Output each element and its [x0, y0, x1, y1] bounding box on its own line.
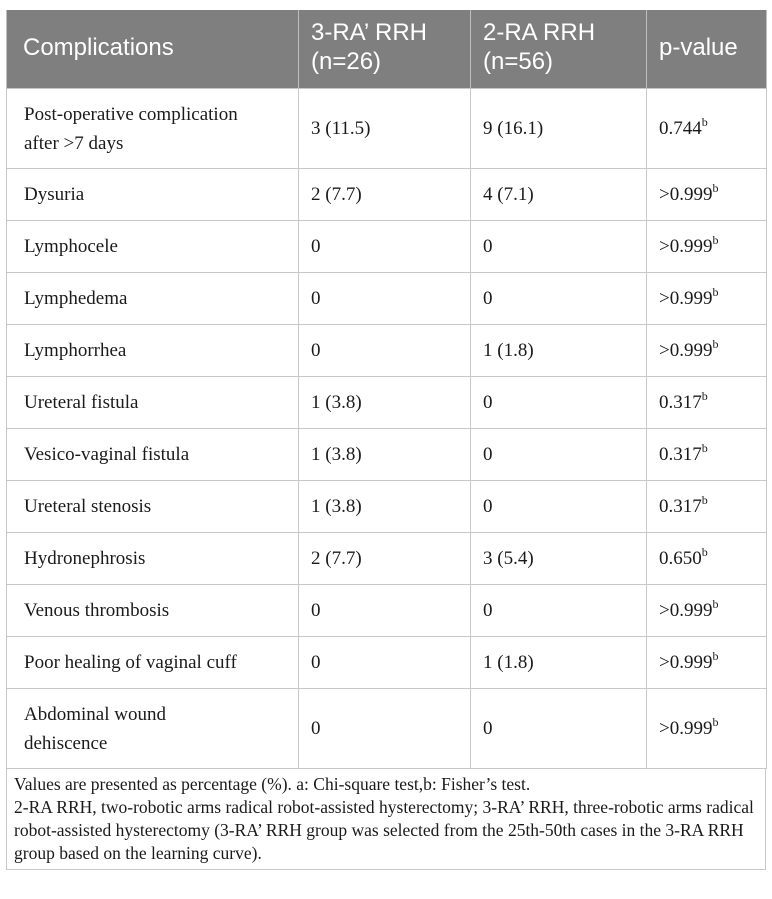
value-3ra: 0	[299, 221, 471, 273]
p-value: 0.744$^b$	[647, 89, 767, 169]
table-footnotes	[6, 769, 766, 870]
value-3ra: 1 (3.8)	[299, 377, 471, 429]
value-2ra: 1 (1.8)	[471, 325, 647, 377]
value-3ra: 2 (7.7)	[299, 169, 471, 221]
p-value: 0.317$^b$	[647, 481, 767, 533]
p-value: >0.999$^b$	[647, 169, 767, 221]
complication-name: Hydronephrosis	[7, 533, 299, 585]
value-3ra: 3 (11.5)	[299, 89, 471, 169]
table-row	[7, 325, 767, 377]
complication-name: Poor healing of vaginal cuff	[7, 637, 299, 689]
value-2ra: 1 (1.8)	[471, 637, 647, 689]
value-2ra: 0	[471, 221, 647, 273]
table-row	[7, 221, 767, 273]
value-2ra: 3 (5.4)	[471, 533, 647, 585]
table-row	[7, 429, 767, 481]
complication-name: Dysuria	[7, 169, 299, 221]
value-2ra: 0	[471, 273, 647, 325]
table-row	[7, 377, 767, 429]
value-2ra: 0	[471, 377, 647, 429]
complication-name: Ureteral fistula	[7, 377, 299, 429]
value-2ra: 0	[471, 429, 647, 481]
table-row	[7, 273, 767, 325]
table-row	[7, 89, 767, 169]
p-value: 0.650$^b$	[647, 533, 767, 585]
footnote-statistics: Values are presented as percentage (%). a: Chi-square test,b: Fisher’s test.	[14, 774, 531, 794]
value-3ra: 1 (3.8)	[299, 481, 471, 533]
value-3ra: 0	[299, 585, 471, 637]
complications-table-figure	[6, 10, 766, 870]
table-row	[7, 585, 767, 637]
header-complications: Complications	[7, 10, 299, 89]
value-3ra: 0	[299, 637, 471, 689]
header-p-value: p-value	[647, 10, 767, 89]
value-3ra: 0	[299, 325, 471, 377]
p-value: 0.317$^b$	[647, 377, 767, 429]
value-3ra: 2 (7.7)	[299, 533, 471, 585]
p-value: >0.999$^b$	[647, 325, 767, 377]
complication-name: Vesico-vaginal fistula	[7, 429, 299, 481]
complication-name: Venous thrombosis	[7, 585, 299, 637]
table-row	[7, 481, 767, 533]
header-2ra-rrh: 2-RA RRH (n=56)	[471, 10, 647, 89]
value-2ra: 0	[471, 585, 647, 637]
table-row	[7, 169, 767, 221]
footnote-abbreviations: 2-RA RRH, two-robotic arms radical robot-assisted hysterectomy; 3-RA’ RRH, three-robotic arms radical robot-assisted hysterectomy (3-RA’ RRH group was selected from the 25th-50th cases in the 3-RA RRH group based on the learning curve).	[14, 797, 754, 863]
value-3ra: 1 (3.8)	[299, 429, 471, 481]
value-2ra: 0	[471, 481, 647, 533]
p-value: >0.999$^b$	[647, 585, 767, 637]
complication-name: Abdominal wound dehiscence	[7, 689, 299, 769]
value-3ra: 0	[299, 689, 471, 769]
value-2ra: 4 (7.1)	[471, 169, 647, 221]
p-value: 0.317$^b$	[647, 429, 767, 481]
value-2ra: 9 (16.1)	[471, 89, 647, 169]
header-3ra-rrh: 3-RA’ RRH (n=26)	[299, 10, 471, 89]
complication-name: Post-operative complication after >7 days	[7, 89, 299, 169]
p-value: >0.999$^b$	[647, 221, 767, 273]
complication-name: Ureteral stenosis	[7, 481, 299, 533]
complications-table	[6, 10, 767, 769]
value-2ra: 0	[471, 689, 647, 769]
p-value: >0.999$^b$	[647, 637, 767, 689]
table-header-row	[7, 10, 767, 89]
complication-name: Lymphedema	[7, 273, 299, 325]
table-row	[7, 689, 767, 769]
value-3ra: 0	[299, 273, 471, 325]
table-row	[7, 533, 767, 585]
p-value: >0.999$^b$	[647, 689, 767, 769]
p-value: >0.999$^b$	[647, 273, 767, 325]
table-row	[7, 637, 767, 689]
complication-name: Lymphocele	[7, 221, 299, 273]
complication-name: Lymphorrhea	[7, 325, 299, 377]
